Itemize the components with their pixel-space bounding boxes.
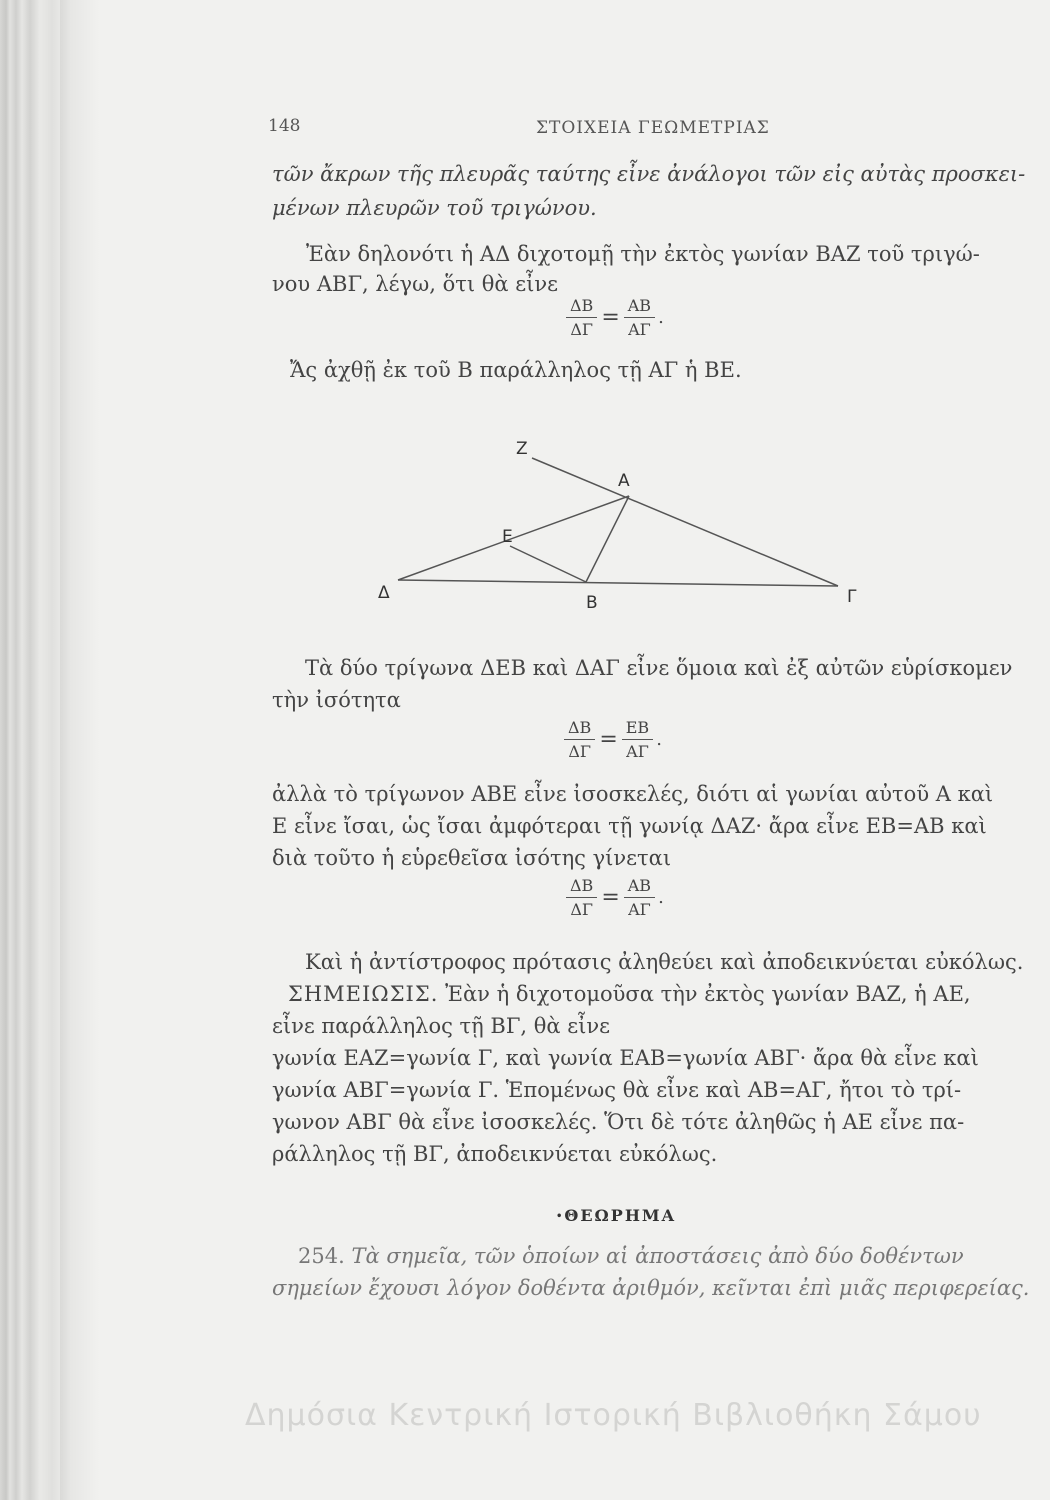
theorem-line1: [298, 1244, 964, 1268]
paragraph5-line3: διὰ τοῦτο ἡ εὑρεθεῖσα ἰσότης γίνεται: [272, 846, 672, 870]
formula1-den1: ΔΓ: [570, 320, 593, 339]
label-B: B: [586, 593, 598, 613]
formula1-end: .: [658, 307, 664, 328]
theorem-heading: •ΘΕΩΡΗΜΑ: [556, 1206, 677, 1225]
page-number: 148: [268, 116, 301, 136]
formula1-den2: ΑΓ: [628, 320, 651, 339]
label-D: Δ: [378, 583, 390, 603]
gutter-shadow: [60, 0, 100, 1500]
theorem-heading-text: ΘΕΩΡΗΜΑ: [564, 1206, 677, 1225]
paragraph4-line2: τὴν ἰσότητα: [272, 688, 401, 712]
paragraph5-line2: Ε εἶνε ἴσαι, ὡς ἴσαι ἀμφότεραι τῇ γωνίᾳ ΔΑΖ· ἄρα εἶνε ΕΒ=ΑΒ καὶ: [272, 814, 987, 838]
sentence-construction: Ἄς ἀχθῇ ἐκ τοῦ Β παράλληλος τῇ ΑΓ ἡ ΒΕ.: [290, 358, 742, 382]
note-line2: εἶνε παράλληλος τῇ ΒΓ, θὰ εἶνε: [272, 1014, 611, 1038]
theorem-text-1: Τὰ σημεῖα, τῶν ὁποίων αἱ ἀποστάσεις ἀπὸ δύο δοθέντων: [351, 1244, 964, 1268]
line-DA: [398, 496, 629, 580]
paragraph4-line1: Τὰ δύο τρίγωνα ΔΕΒ καὶ ΔΑΓ εἶνε ὅμοια καὶ ἐξ αὐτῶν εὑρίσκομεν: [305, 656, 1013, 680]
formula3-end: .: [658, 887, 664, 908]
label-G: Γ: [847, 587, 857, 607]
formula3-den1: ΔΓ: [570, 900, 593, 919]
paragraph6-line1: Καὶ ἡ ἀντίστροφος πρότασις ἀληθεύει καὶ ἀποδεικνύεται εὐκόλως.: [305, 950, 1024, 974]
formula3-den2: ΑΓ: [628, 900, 651, 919]
formula2-num2: ΕΒ: [622, 718, 653, 740]
note-text-1: Ἐὰν ἡ διχοτομοῦσα τὴν ἐκτὸς γωνίαν ΒΑΖ, ἡ ΑΕ,: [445, 982, 971, 1006]
formula-2: [564, 718, 662, 761]
library-watermark: Δημόσια Κεντρική Ιστορική Βιβλιοθήκη Σάμου: [245, 1398, 982, 1433]
theorem-number: 254.: [298, 1244, 345, 1268]
formula3-eq: =: [601, 885, 620, 910]
formula1-eq: =: [601, 305, 620, 330]
line-DG: [398, 580, 838, 586]
note-line6: ράλληλος τῇ ΒΓ, ἀποδεικνύεται εὐκόλως.: [272, 1142, 718, 1166]
formula2-den1: ΔΓ: [568, 742, 591, 761]
formula-1: [566, 296, 664, 339]
formula2-eq: =: [599, 727, 618, 752]
formula2-num1: ΔΒ: [564, 718, 595, 740]
label-E: E: [502, 527, 513, 547]
note-line5: γωνον ΑΒΓ θὰ εἶνε ἰσοσκελές. Ὅτι δὲ τότε ἀληθῶς ἡ ΑΕ εἶνε πα-: [272, 1110, 965, 1134]
paragraph1-line1: τῶν ἄκρων τῆς πλευρᾶς ταύτης εἶνε ἀνάλογοι τῶν εἰς αὐτὰς προσκει-: [272, 162, 1026, 186]
label-A: A: [618, 471, 630, 491]
formula1-num2: ΑΒ: [624, 296, 655, 318]
paragraph2-line2: νου ΑΒΓ, λέγω, ὅτι θὰ εἶνε: [272, 272, 559, 296]
paragraph5-line1: ἀλλὰ τὸ τρίγωνον ΑΒΕ εἶνε ἰσοσκελές, διότι αἱ γωνίαι αὐτοῦ Α καὶ: [272, 782, 994, 806]
formula1-num1: ΔΒ: [566, 296, 597, 318]
theorem-line2: σημείων ἔχουσι λόγον δοθέντα ἀριθμόν, κεῖνται ἐπὶ μιᾶς περιφερείας.: [272, 1276, 1030, 1300]
label-Z: Z: [516, 439, 528, 459]
paragraph1-line2: μένων πλευρῶν τοῦ τριγώνου.: [272, 196, 597, 220]
paragraph2-line1: Ἐὰν δηλονότι ἡ ΑΔ διχοτομῇ τὴν ἐκτὸς γωνίαν ΒΑΖ τοῦ τριγώ-: [306, 242, 980, 266]
formula3-num1: ΔΒ: [566, 876, 597, 898]
note-label: ΣΗΜΕΙΩΣΙΣ.: [288, 982, 439, 1006]
formula-3: [566, 876, 664, 919]
note-line3: γωνία ΕΑΖ=γωνία Γ, καὶ γωνία ΕΑΒ=γωνία ΑΒΓ· ἄρα θὰ εἶνε καὶ: [272, 1046, 979, 1070]
note-line1: [288, 982, 971, 1006]
formula2-den2: ΑΓ: [626, 742, 649, 761]
line-ZG: [532, 458, 838, 586]
running-title: ΣΤΟΙΧΕΙΑ ΓΕΩΜΕΤΡΙΑΣ: [536, 118, 770, 138]
formula2-end: .: [656, 729, 662, 750]
note-line4: γωνία ΑΒΓ=γωνία Γ. Ἑπομένως θὰ εἶνε καὶ ΑΒ=ΑΓ, ἤτοι τὸ τρί-: [272, 1078, 962, 1102]
formula3-num2: ΑΒ: [624, 876, 655, 898]
line-EB: [510, 546, 586, 582]
geometry-figure: [360, 430, 880, 630]
